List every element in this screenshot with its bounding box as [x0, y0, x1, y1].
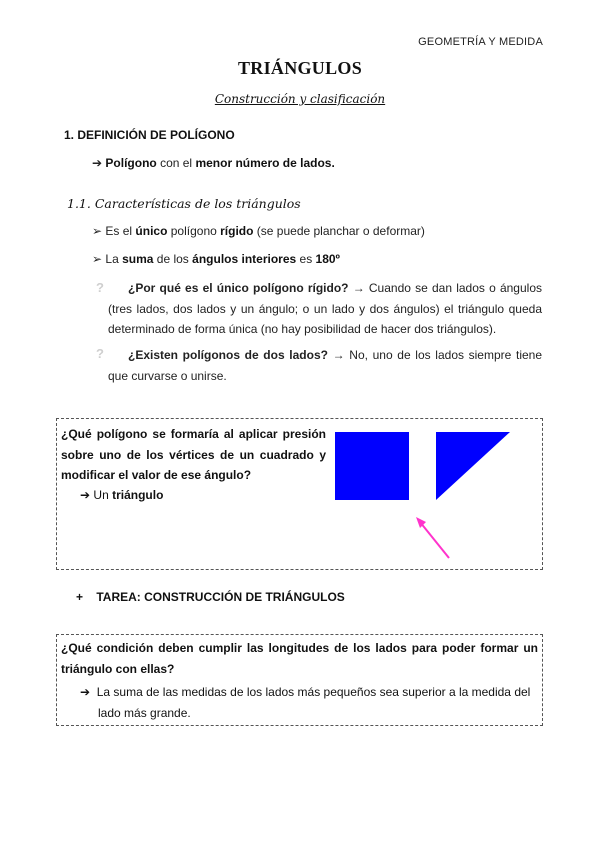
- definition-line: [92, 153, 335, 173]
- item1-part-d: rígido: [220, 224, 254, 238]
- triangle-condition-answer: [80, 682, 538, 723]
- bullet-arrow-icon: ➢: [92, 224, 103, 238]
- plus-marker: +: [76, 590, 84, 604]
- homework-label: TAREA: CONSTRUCCIÓN DE TRIÁNGULOS: [96, 590, 345, 604]
- definition-mid: con el: [156, 156, 196, 170]
- answer-text: La suma de las medidas de los lados más pequeños sea superior a la medida del lado más grande.: [96, 685, 531, 720]
- blue-triangle-shape: [436, 432, 510, 500]
- rigid-question-bold: ¿Por qué es el único polígono rígido?: [128, 281, 349, 295]
- item2-part-c: de los: [153, 252, 193, 266]
- subsection-heading-characteristics: 1.1. Características de los triángulos: [67, 196, 301, 211]
- square-question-answer: [80, 485, 163, 505]
- question-mark-icon: ?: [96, 280, 104, 295]
- item2-part-d: ángulos interiores: [192, 252, 297, 266]
- rigid-question-answer: → Cuando se dan lados o ángulos (tres lados, dos lados y un ángulo; o un lado y dos ángulos) el triángulo queda determinado de forma única (no hay posibilidad de hacer dos triángulos).: [108, 281, 542, 336]
- arrow-icon: ➔: [92, 156, 103, 170]
- characteristic-item-2: [92, 249, 340, 269]
- pink-arrow-icon: [410, 510, 455, 562]
- item2-part-e: es: [296, 252, 316, 266]
- item1-part-c: polígono: [167, 224, 221, 238]
- section-heading-definition: 1. DEFINICIÓN DE POLÍGONO: [64, 128, 235, 142]
- two-sides-question-bold: ¿Existen polígonos de dos lados?: [128, 348, 328, 362]
- answer-prefix: Un: [93, 488, 113, 502]
- answer-bold: triángulo: [112, 488, 164, 502]
- item1-part-b: único: [135, 224, 168, 238]
- triangle-condition-question: ¿Qué condición deben cumplir las longitudes de los lados para poder formar un triángulo con ellas?: [61, 641, 538, 676]
- blue-square-shape: [335, 432, 409, 500]
- subject-label: GEOMETRÍA Y MEDIDA: [418, 36, 543, 48]
- item1-part-a: Es el: [105, 224, 136, 238]
- two-sides-question: [108, 345, 542, 386]
- item2-part-b: suma: [122, 252, 154, 266]
- page-title: TRIÁNGULOS: [237, 58, 363, 78]
- bullet-arrow-icon: ➢: [92, 252, 103, 266]
- homework-heading: [76, 590, 345, 604]
- definition-rest: menor número de lados.: [195, 156, 335, 170]
- square-question-text: ¿Qué polígono se formaría al aplicar presión sobre uno de los vértices de un cuadrado y modificar el valor de ese ángulo?: [61, 427, 326, 482]
- item2-part-a: La: [105, 252, 123, 266]
- page-subtitle: Construcción y clasificación: [214, 92, 386, 106]
- rigid-polygon-question: [108, 278, 542, 340]
- arrow-icon: ➔: [80, 488, 91, 502]
- item1-part-e: (se puede planchar o deformar): [253, 224, 425, 238]
- item2-part-f: 180º: [315, 252, 340, 266]
- arrow-icon: ➔: [80, 685, 91, 699]
- characteristic-item-1: [92, 221, 425, 241]
- question-mark-icon: ?: [96, 346, 104, 361]
- two-sides-question-answer: → No, uno de los lados siempre tiene que curvarse o unirse.: [108, 348, 543, 383]
- definition-term: Polígono: [105, 156, 157, 170]
